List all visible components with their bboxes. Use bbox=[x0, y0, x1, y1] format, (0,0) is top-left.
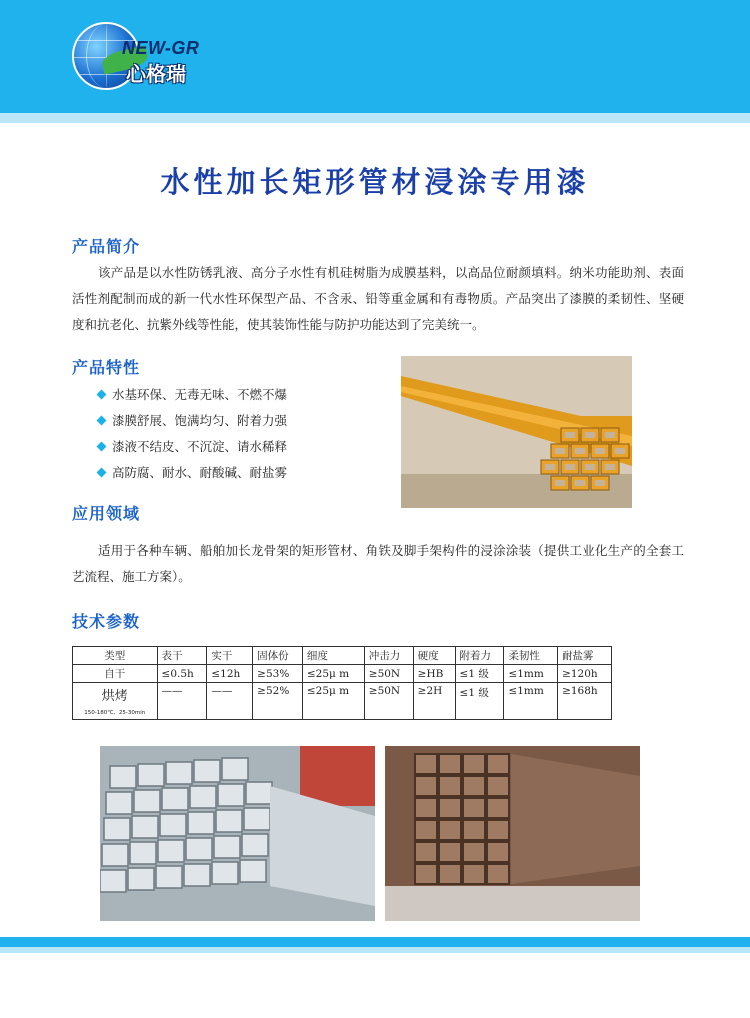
baking-condition-note: 150-180℃、25-30min bbox=[84, 710, 146, 716]
intro-text: 该产品是以水性防锈乳液、高分子水性有机硅树脂为成膜基料，以高品位耐颜填料。纳米功能助剂、表面活性剂配制而成的新一代水性环保型产品、不含汞、铅等重金属和有毒物质。产品突出了漆膜的柔韧性、坚硬度和抗老化、抗紫外线等性能，使其装饰性能与防护功能达到了完美统一。 bbox=[72, 265, 684, 332]
header-stripe bbox=[0, 113, 750, 123]
feature-text: 漆膜舒展、饱满均匀、附着力强 bbox=[112, 413, 288, 428]
table-cell bbox=[73, 683, 158, 720]
brand-name-en: NEW-GR bbox=[122, 38, 200, 58]
table-cell: —— bbox=[207, 683, 253, 720]
table-cell: —— bbox=[157, 683, 207, 720]
header-bar bbox=[0, 0, 750, 113]
spec-table bbox=[72, 646, 612, 720]
table-header-cell: 冲击力 bbox=[364, 647, 413, 665]
table-cell: ≤1mm bbox=[504, 683, 558, 720]
diamond-bullet-icon bbox=[97, 390, 107, 400]
table-header-cell: 硬度 bbox=[413, 647, 455, 665]
table-cell: ≥120h bbox=[558, 665, 612, 683]
table-header-cell: 柔韧性 bbox=[504, 647, 558, 665]
table-header-cell: 类型 bbox=[73, 647, 158, 665]
table-header-cell: 细度 bbox=[302, 647, 364, 665]
brand-logo bbox=[72, 22, 222, 92]
table-cell: ≥52% bbox=[253, 683, 303, 720]
diamond-bullet-icon bbox=[97, 416, 107, 426]
feature-list bbox=[98, 382, 287, 486]
footer-stripe bbox=[0, 947, 750, 953]
table-cell: ≤25μ m bbox=[302, 665, 364, 683]
list-item bbox=[98, 408, 287, 434]
table-cell: ≤1mm bbox=[504, 665, 558, 683]
section-heading-features: 产品特性 bbox=[72, 358, 141, 377]
table-cell: ≤12h bbox=[207, 665, 253, 683]
table-cell: ≤1 级 bbox=[455, 683, 504, 720]
table-header-cell: 表干 bbox=[157, 647, 207, 665]
table-row bbox=[73, 683, 612, 720]
table-cell: ≤1 级 bbox=[455, 665, 504, 683]
brand-name-cn: 心格瑞 bbox=[126, 62, 186, 86]
table-cell: ≥2H bbox=[413, 683, 455, 720]
table-row bbox=[73, 665, 612, 683]
feature-text: 漆液不结皮、不沉淀、请水稀释 bbox=[112, 439, 288, 454]
table-cell: ≥50N bbox=[364, 683, 413, 720]
list-item bbox=[98, 460, 287, 486]
table-cell: ≥53% bbox=[253, 665, 303, 683]
section-heading-intro: 产品简介 bbox=[72, 237, 141, 256]
table-header-cell: 固体份 bbox=[253, 647, 303, 665]
section-heading-specs: 技术参数 bbox=[72, 612, 141, 631]
section-heading-application: 应用领域 bbox=[72, 504, 141, 523]
table-cell: ≤25μ m bbox=[302, 683, 364, 720]
list-item bbox=[98, 382, 287, 408]
table-header-row bbox=[73, 647, 612, 665]
table-header-cell: 实干 bbox=[207, 647, 253, 665]
table-cell: ≤0.5h bbox=[157, 665, 207, 683]
orange-pipes-photo bbox=[401, 356, 632, 508]
feature-text: 水基环保、无毒无味、不燃不爆 bbox=[112, 387, 288, 402]
table-header-cell: 附着力 bbox=[455, 647, 504, 665]
table-cell: ≥168h bbox=[558, 683, 612, 720]
table-header-cell: 耐盐雾 bbox=[558, 647, 612, 665]
feature-text: 高防腐、耐水、耐酸碱、耐盐雾 bbox=[112, 465, 288, 480]
table-cell: ≥50N bbox=[364, 665, 413, 683]
page-title: 水性加长矩形管材浸涂专用漆 bbox=[160, 165, 590, 199]
table-cell: 自干 bbox=[73, 665, 158, 683]
row-type-label: 烘烤 bbox=[101, 689, 128, 704]
galvanized-pipes-photo bbox=[100, 746, 375, 921]
application-text: 适用于各种车辆、船舶加长龙骨架的矩形管材、角铁及脚手架构件的浸涂涂装（提供工业化生产的全套工艺流程、施工方案）。 bbox=[72, 543, 684, 584]
footer-bar bbox=[0, 937, 750, 947]
steel-pipes-photo bbox=[385, 746, 640, 921]
table-cell: ≥HB bbox=[413, 665, 455, 683]
list-item bbox=[98, 434, 287, 460]
diamond-bullet-icon bbox=[97, 442, 107, 452]
diamond-bullet-icon bbox=[97, 468, 107, 478]
